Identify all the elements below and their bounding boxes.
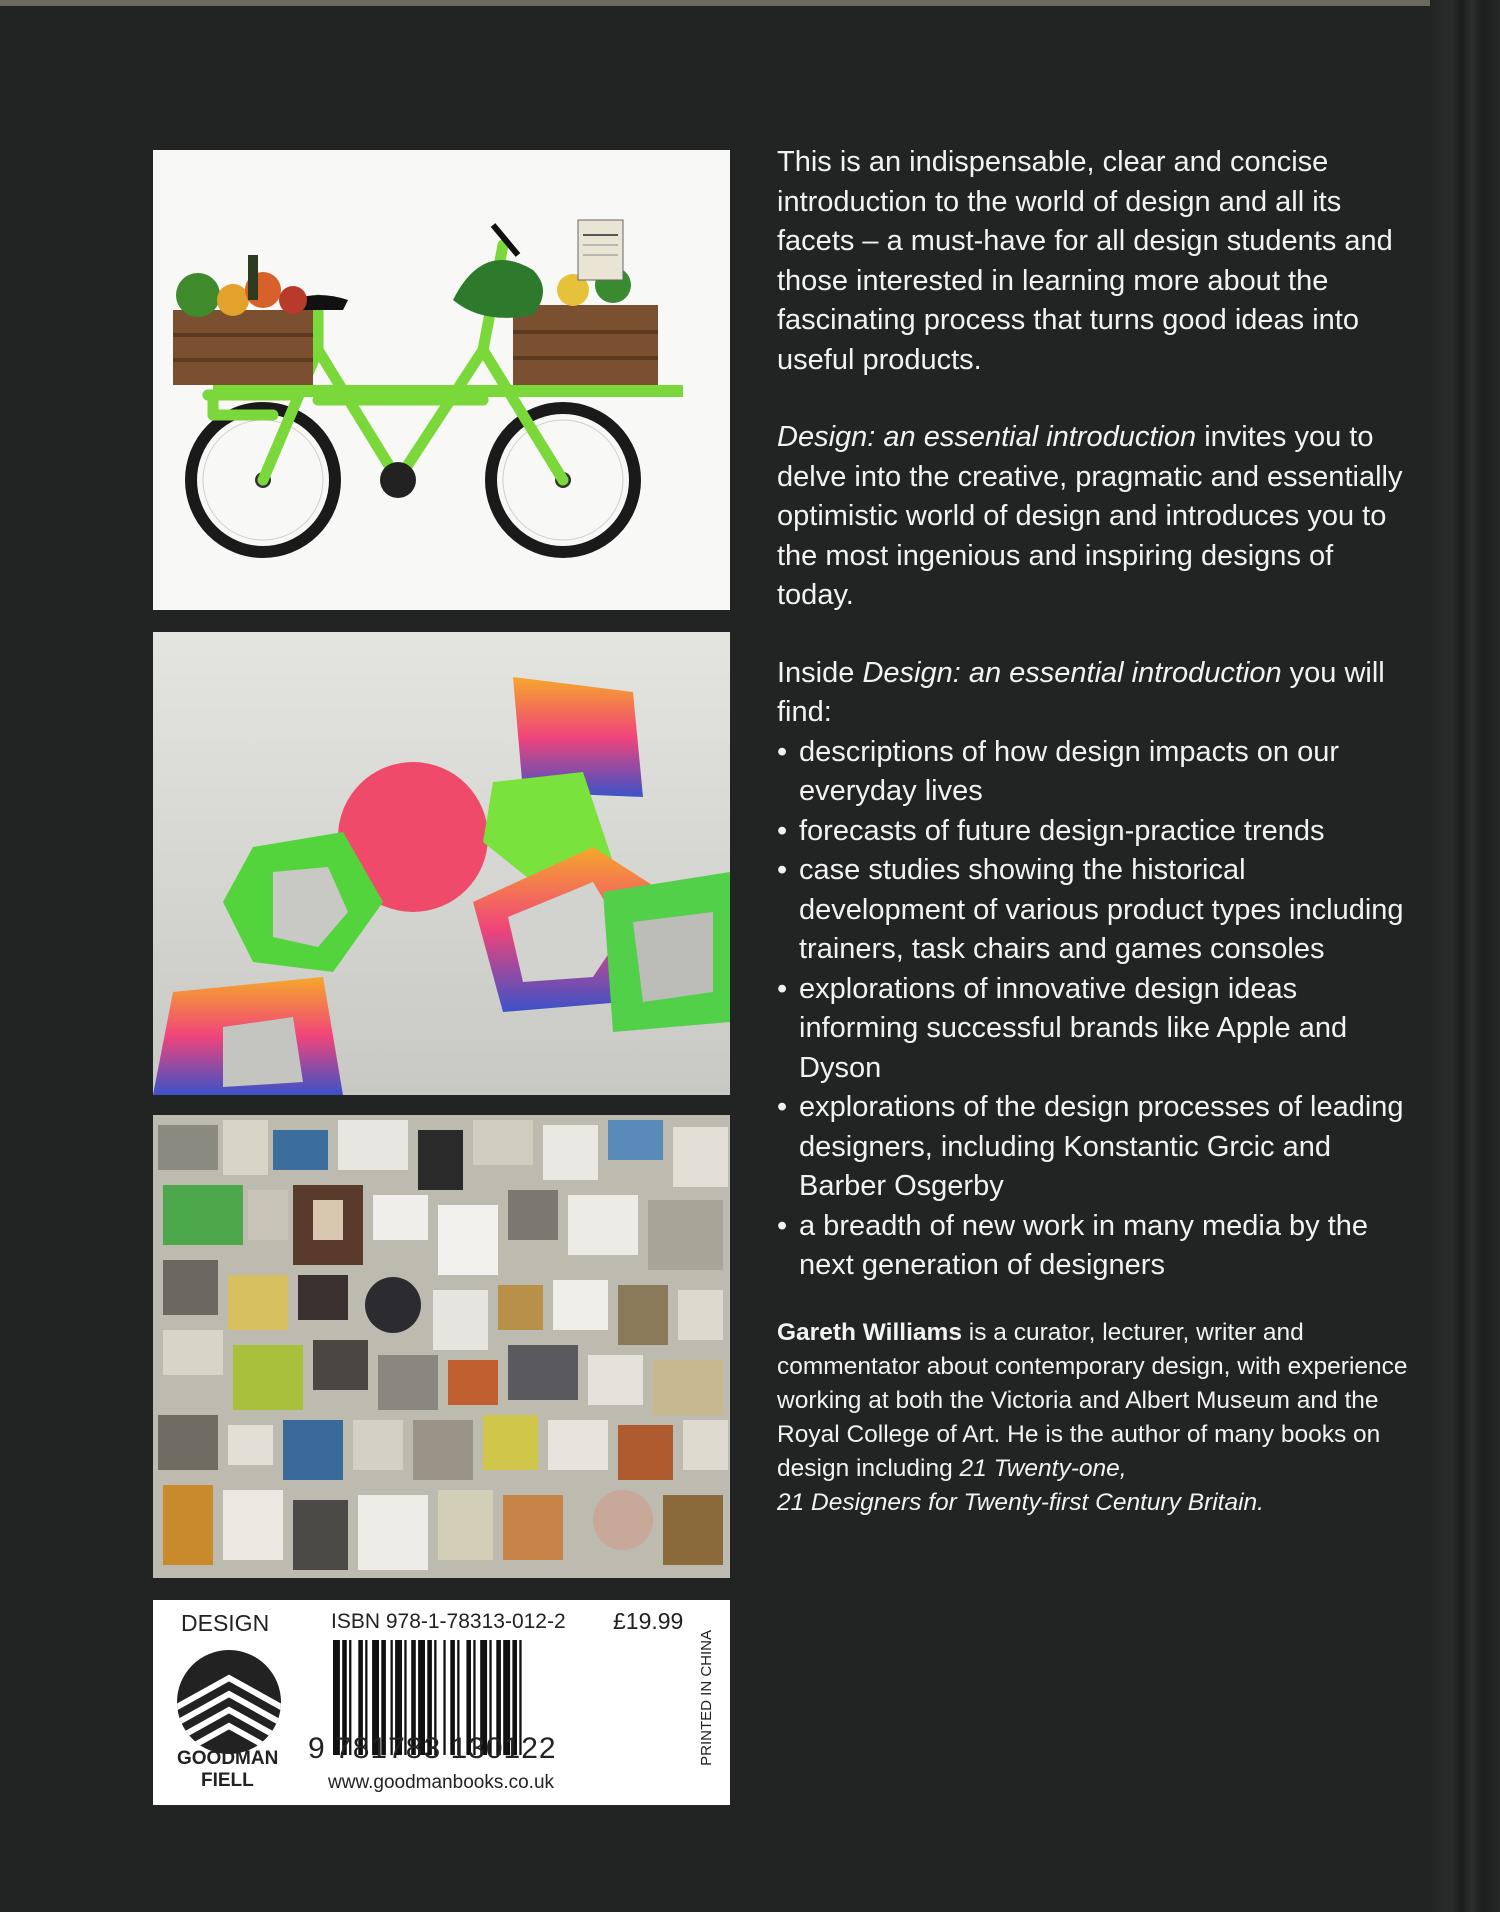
list-item: • explorations of innovative design ideas informing successful brands like Apple and Dyson <box>777 970 1417 1089</box>
list-item: • a breadth of new work in many media by the next generation of designers <box>777 1207 1417 1286</box>
publisher-url: www.goodmanbooks.co.uk <box>328 1772 555 1793</box>
barcode-number: 9 781783 130122 <box>308 1732 557 1765</box>
price-label: £19.99 <box>613 1608 684 1634</box>
inside-prefix: Inside <box>777 656 863 689</box>
author-bio <box>777 1316 1417 1520</box>
inside-suffix: you will find: <box>777 656 1385 728</box>
book-spine <box>1430 0 1500 1912</box>
publisher-logo-icon <box>175 1648 283 1756</box>
printed-shapes-photo <box>153 632 730 1095</box>
blurb-column <box>777 143 1417 1520</box>
list-item: • explorations of the design processes of leading designers, including Konstantic Grcic and Barber Osgerby <box>777 1088 1417 1207</box>
isbn-label: ISBN 978-1-78313-012-2 <box>331 1610 566 1633</box>
book-title-inline: Design: an essential introduction <box>862 656 1282 689</box>
bicycle-photo <box>153 150 730 610</box>
category-label: DESIGN <box>181 1610 270 1636</box>
printed-in-label: PRINTED IN CHINA <box>698 1630 715 1766</box>
inside-section <box>777 654 1417 1286</box>
barcode-panel <box>153 1600 730 1805</box>
author-book-2: 21 Designers for Twenty-first Century Britain. <box>777 1488 1264 1516</box>
cover-top-edge <box>0 0 1500 6</box>
moodboard-photo <box>153 1115 730 1578</box>
intro-paragraph <box>777 143 1417 380</box>
publisher-name-1: GOODMAN <box>177 1748 279 1769</box>
list-item: • forecasts of future design-practice trends <box>777 812 1417 852</box>
author-bio-text: is a curator, lecturer, writer and commentator about contemporary design, with experience working at both the Victoria and Albert Museum and the Royal College of Art. He is the author of many books on design including <box>777 1318 1408 1482</box>
invite-paragraph <box>777 418 1417 616</box>
invite-text: invites you to delve into the creative, pragmatic and essentially optimistic world of design and introduces you to the most ingenious and inspiring designs of today. <box>777 421 1403 611</box>
list-item: • descriptions of how design impacts on our everyday lives <box>777 733 1417 812</box>
feature-list <box>777 733 1417 1286</box>
list-item: • case studies showing the historical development of various product types including trainers, task chairs and games consoles <box>777 851 1417 970</box>
book-title: Design: an essential introduction <box>777 421 1197 453</box>
intro-text: This is an indispensable, clear and concise introduction to the world of design and all its facets – a must-have for all design students and those interested in learning more about the fascinating process that turns good ideas into useful products. <box>777 146 1393 376</box>
publisher-name-2: FIELL <box>201 1770 254 1791</box>
author-book-1: 21 Twenty-one, <box>959 1454 1127 1482</box>
author-name: Gareth Williams <box>777 1318 962 1346</box>
